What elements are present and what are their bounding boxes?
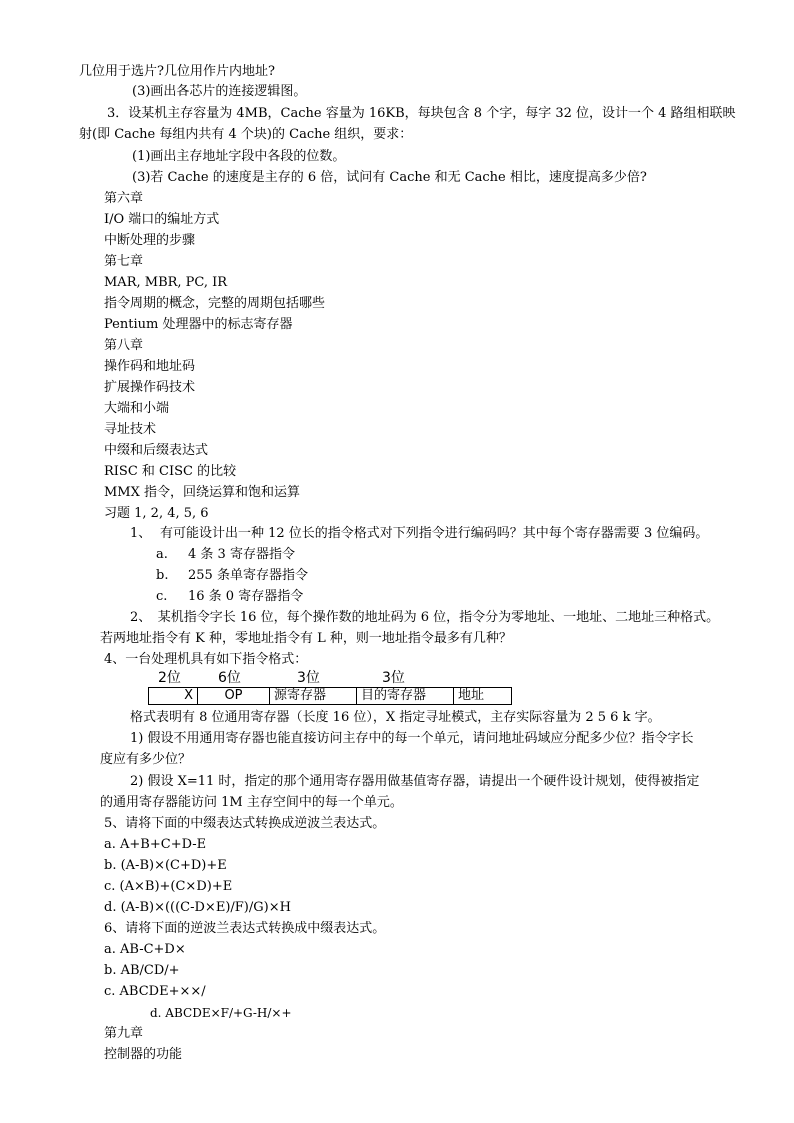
format-bits-label: 2位: [158, 670, 181, 686]
instruction-format-table: [148, 687, 512, 705]
question-4-part-1: 1) 假设不用通用寄存器也能直接访问主存中的每一个单元，请问地址码域应分配多少位？指令字长: [130, 731, 694, 746]
format-cell-x: X: [149, 688, 198, 705]
topic-item: 控制器的功能: [104, 1047, 183, 1062]
question-1-number: 1、: [130, 526, 152, 541]
question-3-line-2: 射(即 Cache 每组内共有 4 个块)的 Cache 组织，要求：: [79, 127, 413, 142]
exercise-list: 习题 1, 2, 4, 5, 6: [104, 506, 209, 521]
question-6: 6、请将下面的逆波兰表达式转换成中缀表达式。: [104, 921, 386, 936]
expression-item: b. (A-B)×(C+D)+E: [104, 858, 227, 873]
topic-item: 寻址技术: [104, 422, 157, 437]
question-4-part-2-cont: 的通用寄存器能访问 1M 主存空间中的每一个单元。: [100, 795, 403, 810]
topic-item: 扩展操作码技术: [104, 380, 196, 395]
option-tag: b.: [156, 568, 169, 583]
expression-item: d. ABCDE×F/+G-H/×+: [150, 1006, 292, 1020]
expression-item: c. ABCDE+××/: [104, 984, 206, 999]
format-cell-op: OP: [198, 688, 270, 705]
expression-item: b. AB/CD/+: [104, 963, 180, 978]
topic-item: Pentium 处理器中的标志寄存器: [104, 317, 293, 332]
expression-item: d. (A-B)×(((C-D×E)/F)/G)×H: [104, 900, 291, 915]
question-5: 5、请将下面的中缀表达式转换成逆波兰表达式。: [104, 816, 386, 831]
text-line: 几位用于选片?几位用作片内地址?: [79, 64, 275, 79]
format-bits-label: 6位: [218, 670, 241, 686]
topic-item: 大端和小端: [104, 401, 170, 416]
topic-item: I/O 端口的编址方式: [104, 212, 220, 227]
topic-item: 操作码和地址码: [104, 359, 196, 374]
question-3-line-1: 3．设某机主存容量为 4MB，Cache 容量为 16KB，每块包含 8 个字，每字 32 位，设计一个 4 路组相联映: [107, 106, 736, 121]
text-line: (3)画出各芯片的连接逻辑图。: [132, 84, 307, 99]
topic-item: MMX 指令，回绕运算和饱和运算: [104, 485, 301, 500]
topic-item: 指令周期的概念，完整的周期包括哪些: [104, 296, 326, 311]
expression-item: a. AB-C+D×: [104, 942, 186, 957]
format-cell-dst: 目的寄存器: [357, 688, 454, 705]
option-text: 16 条 0 寄存器指令: [188, 589, 304, 604]
format-bits-label: 3位: [382, 670, 405, 686]
question-4-part-2: 2) 假设 X=11 时，指定的那个通用寄存器用做基值寄存器，请提出一个硬件设计规划，使得被指定: [130, 774, 700, 789]
expression-item: c. (A×B)+(C×D)+E: [104, 879, 233, 894]
topic-item: MAR, MBR, PC, IR: [104, 275, 228, 290]
topic-item: 中缀和后缀表达式: [104, 443, 209, 458]
chapter-heading: 第九章: [104, 1026, 144, 1041]
option-tag: c.: [156, 589, 168, 604]
text-line: (1)画出主存地址字段中各段的位数。: [132, 149, 346, 164]
question-1: 有可能设计出一种 12 位长的指令格式对下列指令进行编码吗？其中每个寄存器需要 3 位编码。: [160, 526, 709, 541]
question-2-line-2: 若两地址指令有 K 种，零地址指令有 L 种，则一地址指令最多有几种？: [100, 631, 512, 646]
topic-item: RISC 和 CISC 的比较: [104, 464, 237, 479]
option-text: 255 条单寄存器指令: [188, 568, 308, 583]
chapter-heading: 第七章: [104, 254, 144, 269]
expression-item: a. A+B+C+D-E: [104, 837, 207, 852]
question-4: 4、一台处理机具有如下指令格式：: [104, 652, 308, 667]
text-line: (3)若 Cache 的速度是主存的 6 倍，试问有 Cache 和无 Cache 相比，速度提高多少倍?: [132, 170, 647, 185]
question-4-part-1-cont: 度应有多少位？: [100, 752, 192, 767]
option-text: 4 条 3 寄存器指令: [188, 547, 295, 562]
format-bits-label: 3位: [297, 670, 320, 686]
format-cell-src: 源寄存器: [270, 688, 357, 705]
chapter-heading: 第八章: [104, 338, 144, 353]
question-2-line-1: 2、 某机指令字长 16 位，每个操作数的地址码为 6 位，指令分为零地址、一地址、二地址三种格式。: [130, 610, 720, 625]
option-tag: a.: [156, 547, 168, 562]
chapter-heading: 第六章: [104, 191, 144, 206]
question-4-description: 格式表明有 8 位通用寄存器（长度 16 位），X 指定寻址模式，主存实际容量为 2 5 6 k 字。: [130, 710, 661, 725]
format-cell-addr: 地址: [454, 688, 512, 705]
topic-item: 中断处理的步骤: [104, 233, 196, 248]
